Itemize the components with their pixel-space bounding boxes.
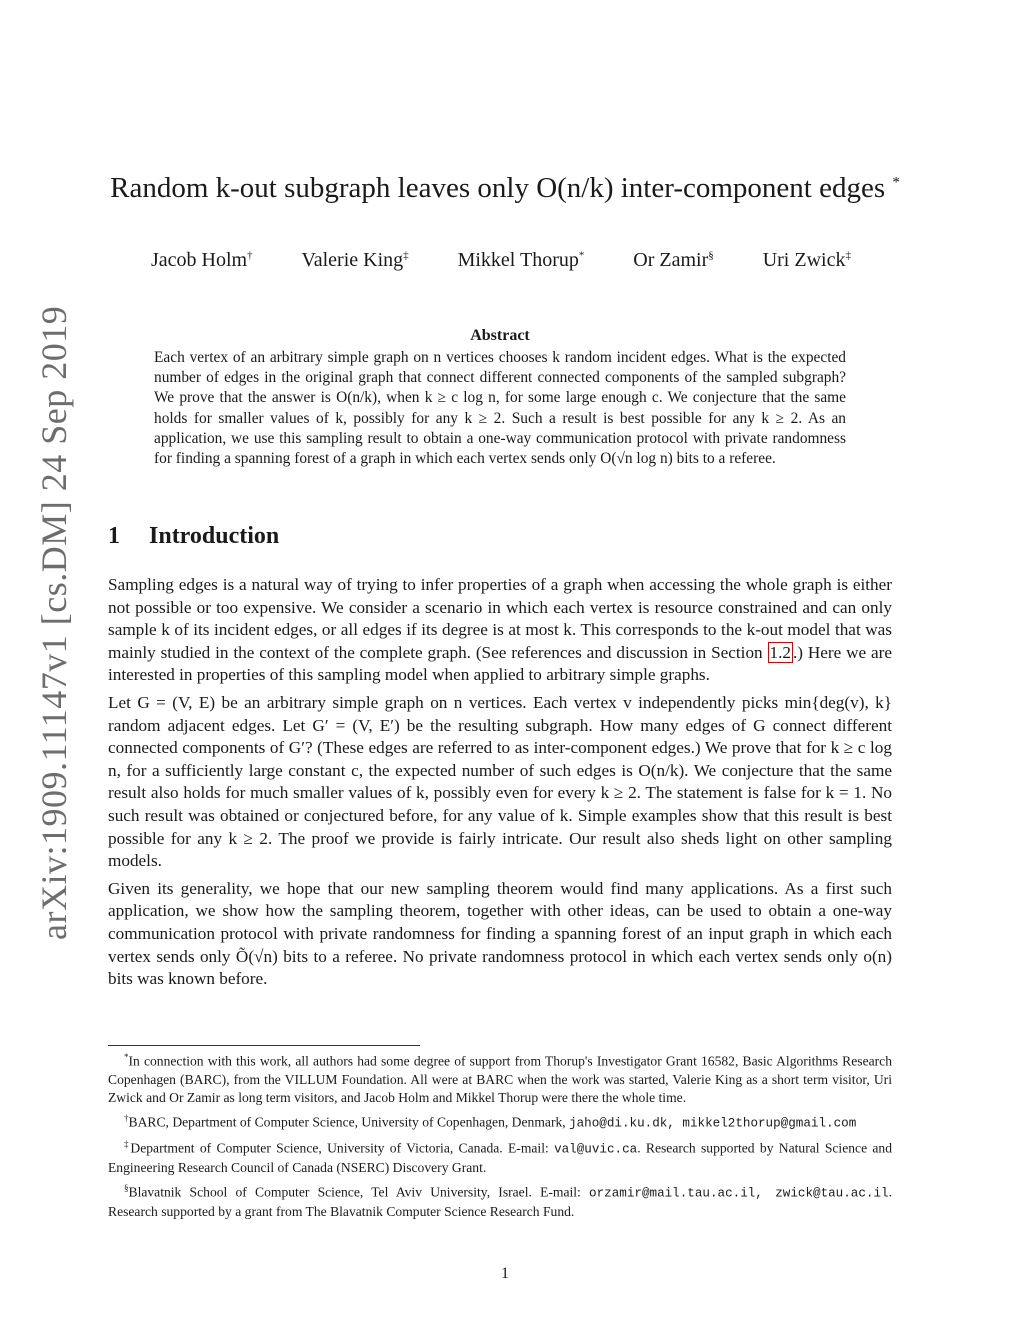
email-address[interactable]: jaho@di.ku.dk, mikkel2thorup@gmail.com	[569, 1116, 857, 1131]
footnote: *In connection with this work, all authors had some degree of support from Thorup's Investigator Grant 16582, Basic Algorithms Research Copenhagen (BARC), from the VILLUM Foundation. All were at BARC when the work was started, Valerie King as a short term visitor, Uri Zwick and Or Zamir as long term visitors, and Jacob Holm and Mikkel Thorup were there the whole time.	[108, 1052, 892, 1106]
footnote: §Blavatnik School of Computer Science, Tel Aviv University, Israel. E-mail: orzamir@mail.tau.ac.il, zwick@tau.ac.il. Research supported by a grant from The Blavatnik Computer Science Research Fund.	[108, 1183, 892, 1220]
section-body	[108, 574, 892, 996]
email-address[interactable]: val@uvic.ca	[554, 1142, 638, 1157]
section-title: Introduction	[149, 523, 280, 549]
paper-title	[0, 172, 1010, 205]
author: Uri Zwick‡	[762, 249, 851, 271]
footnote: ‡Department of Computer Science, University of Victoria, Canada. E-mail: val@uvic.ca. Research supported by Natural Science and Engineering Research Council of Canada (NSERC) Discovery Grant.	[108, 1139, 893, 1176]
author: Jacob Holm†	[151, 249, 253, 271]
section-number: 1	[108, 523, 120, 549]
abstract-heading: Abstract	[470, 327, 530, 344]
title-text: Random k-out subgraph leaves only O(n/k) inter-component edges	[110, 172, 886, 204]
author: Or Zamir§	[633, 249, 714, 271]
title-footnote-mark: *	[892, 174, 900, 191]
section-reference-link[interactable]: 1.2	[769, 642, 791, 662]
section-heading	[108, 523, 279, 550]
author: Valerie King‡	[301, 249, 409, 271]
paragraph: Sampling edges is a natural way of trying to infer properties of a graph when accessing the whole graph is either not possible or too expensive. We consider a scenario in which each vertex is resource constrained and can only sample k of its incident edges, or all edges if its degree is at most k. This corresponds to the k-out model that was mainly studied in the context of the complete graph. (See references and discussion in Section 1.2 .) Here we are interested in properties of this sampling model when applied to arbitrary simple graphs.	[108, 575, 893, 685]
footnote: †BARC, Department of Computer Science, University of Copenhagen, Denmark, jaho@di.ku.dk, mikkel2thorup@gmail.com	[124, 1113, 857, 1131]
abstract-body: Each vertex of an arbitrary simple graph on n vertices chooses k random incident edges. What is the expected number of edges in the original graph that connect different connected components of the sampled subgraph? We prove that the answer is O(n/k), when k ≥ c log n, for some large enough c. We conjecture that the same holds for smaller values of k, possibly for any k ≥ 2. Such a result is best possible for any k ≥ 2. As an application, we use this sampling result to obtain a one-way communication protocol with private randomness for finding a spanning forest of a graph in which each vertex sends only O(√n log n) bits to a referee.	[154, 349, 846, 468]
footnotes	[108, 1048, 892, 1224]
footnote-divider	[108, 1045, 420, 1046]
email-address[interactable]: orzamir@mail.tau.ac.il, zwick@tau.ac.il	[589, 1186, 889, 1201]
abstract	[154, 327, 846, 469]
paragraph: Given its generality, we hope that our new sampling theorem would find many applications. As a first such application, we show how the sampling theorem, together with other ideas, can be used to obtain a one-way communication protocol with private randomness for finding a spanning forest of an input graph in which each vertex sends only Õ(√n) bits to a referee. No private randomness protocol in which each vertex sends only o(n) bits was known before.	[108, 878, 892, 989]
arxiv-side-stamp: arXiv:1909.11147v1 [cs.DM] 24 Sep 2019	[34, 305, 74, 940]
author-list	[151, 249, 851, 272]
page-number: 1	[501, 1265, 509, 1282]
paragraph: Let G = (V, E) be an arbitrary simple graph on n vertices. Each vertex v independently picks min{deg(v), k} random adjacent edges. Let G′ = (V, E′) be the resulting subgraph. How many edges of G connect different connected components of G′? (These edges are referred to as inter-component edges.) We prove that for k ≥ c log n, for a sufficiently large constant c, the expected number of such edges is O(n/k). We conjecture that the same result also holds for much smaller values of k, possibly even for every k ≥ 2. The statement is false for k = 1. No such result was obtained or conjectured before, for any value of k. Simple examples show that this result is best possible for any k ≥ 2. The proof we provide is fairly intricate. Our result also sheds light on other sampling models.	[108, 692, 892, 871]
author: Mikkel Thorup*	[457, 249, 585, 271]
